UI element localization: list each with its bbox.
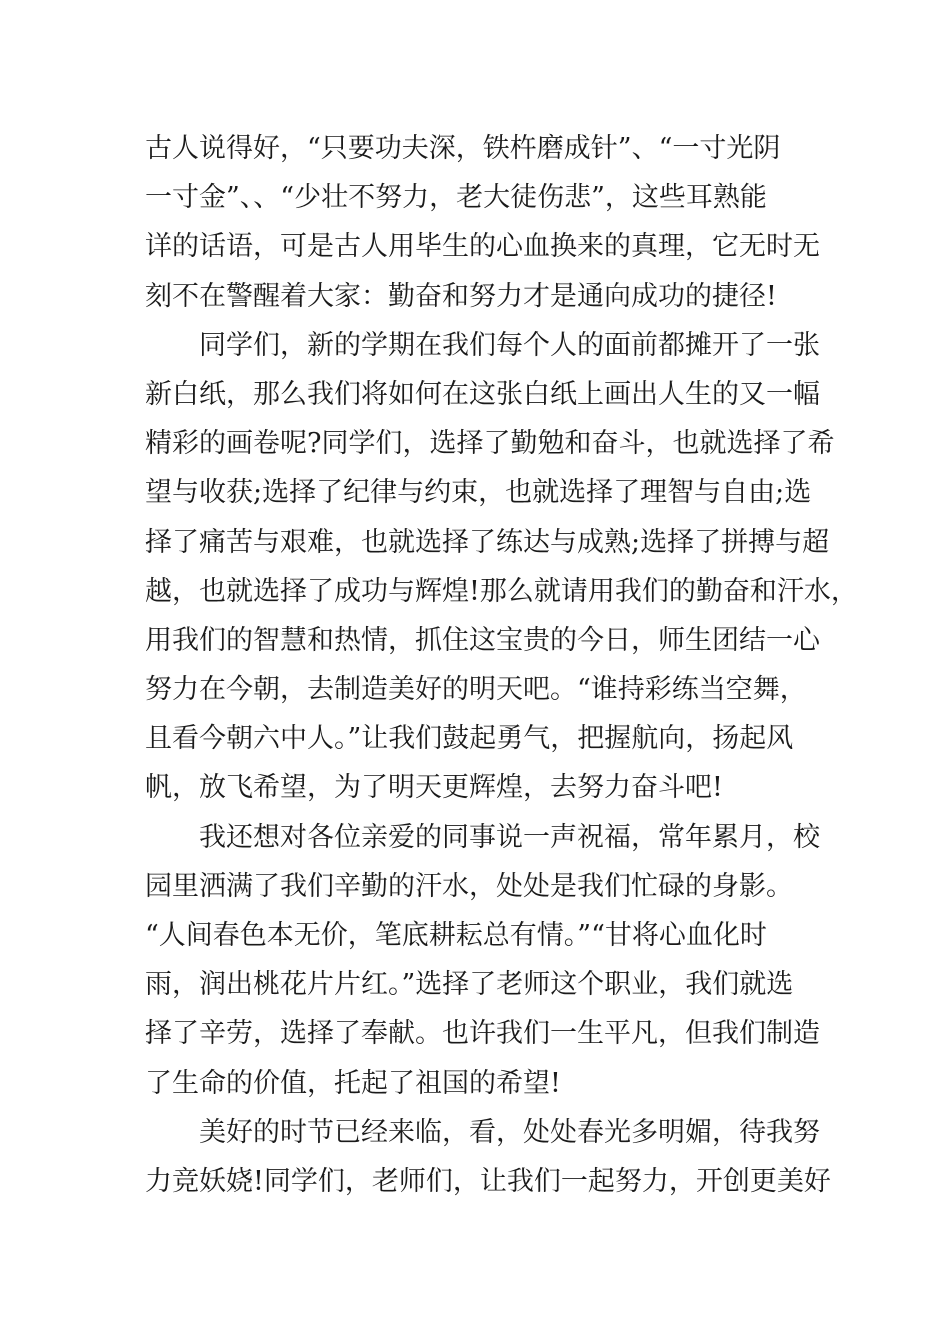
text-line-13: 且看今朝六中人。”让我们鼓起勇气，把握航向，扬起风 bbox=[145, 723, 794, 755]
text-line-9: 择了痛苦与艰难，也就选择了练达与成熟;选择了拼搏与超 bbox=[145, 526, 830, 558]
text-line-22: 力竞妖娆!同学们，老师们，让我们一起努力，开创更美好 bbox=[145, 1165, 831, 1197]
text-line-16: 园里洒满了我们辛勤的汗水，处处是我们忙碌的身影。 bbox=[145, 870, 793, 902]
text-line-10: 越，也就选择了成功与辉煌!那么就请用我们的勤奋和汗水， bbox=[145, 575, 858, 607]
paragraph-2-first-line: 同学们，新的学期在我们每个人的面前都摊开了一张 bbox=[199, 329, 820, 361]
text-line-8: 望与收获;选择了纪律与约束，也就选择了理智与自由;选 bbox=[145, 477, 812, 509]
paragraph-4-first-line: 美好的时节已经来临，看，处处春光多明媚，待我努 bbox=[199, 1116, 820, 1148]
text-line-1: 古人说得好，“只要功夫深，铁杵磨成针”、“一寸光阴 bbox=[145, 133, 781, 164]
paragraph-3-first-line: 我还想对各位亲爱的同事说一声祝福，常年累月，校 bbox=[199, 821, 820, 853]
text-line-11: 用我们的智慧和热情，抓住这宝贵的今日，师生团结一心 bbox=[145, 624, 820, 656]
text-line-17: “人间春色本无价，笔底耕耘总有情。”“甘将心血化时 bbox=[145, 920, 767, 951]
text-line-19: 择了辛劳，选择了奉献。也许我们一生平凡，但我们制造 bbox=[145, 1018, 820, 1050]
text-line-7: 精彩的画卷呢?同学们，选择了勤勉和奋斗，也就选择了希 bbox=[145, 428, 835, 460]
document-body bbox=[145, 124, 858, 1206]
text-line-14: 帆，放飞希望，为了明天更辉煌，去努力奋斗吧! bbox=[145, 772, 723, 804]
text-line-18: 雨，润出桃花片片红。”选择了老师这个职业，我们就选 bbox=[145, 969, 794, 1001]
text-line-3: 详的话语，可是古人用毕生的心血换来的真理，它无时无 bbox=[145, 231, 820, 263]
text-line-6: 新白纸，那么我们将如何在这张白纸上画出人生的又一幅 bbox=[145, 378, 820, 410]
text-line-4: 刻不在警醒着大家：勤奋和努力才是通向成功的捷径! bbox=[145, 280, 777, 312]
text-line-12: 努力在今朝，去制造美好的明天吧。“谁持彩练当空舞， bbox=[145, 674, 807, 706]
text-line-2: 一寸金”、、“少壮不努力，老大徒伤悲”，这些耳熟能 bbox=[145, 182, 767, 214]
text-line-20: 了生命的价值，托起了祖国的希望! bbox=[145, 1067, 561, 1099]
